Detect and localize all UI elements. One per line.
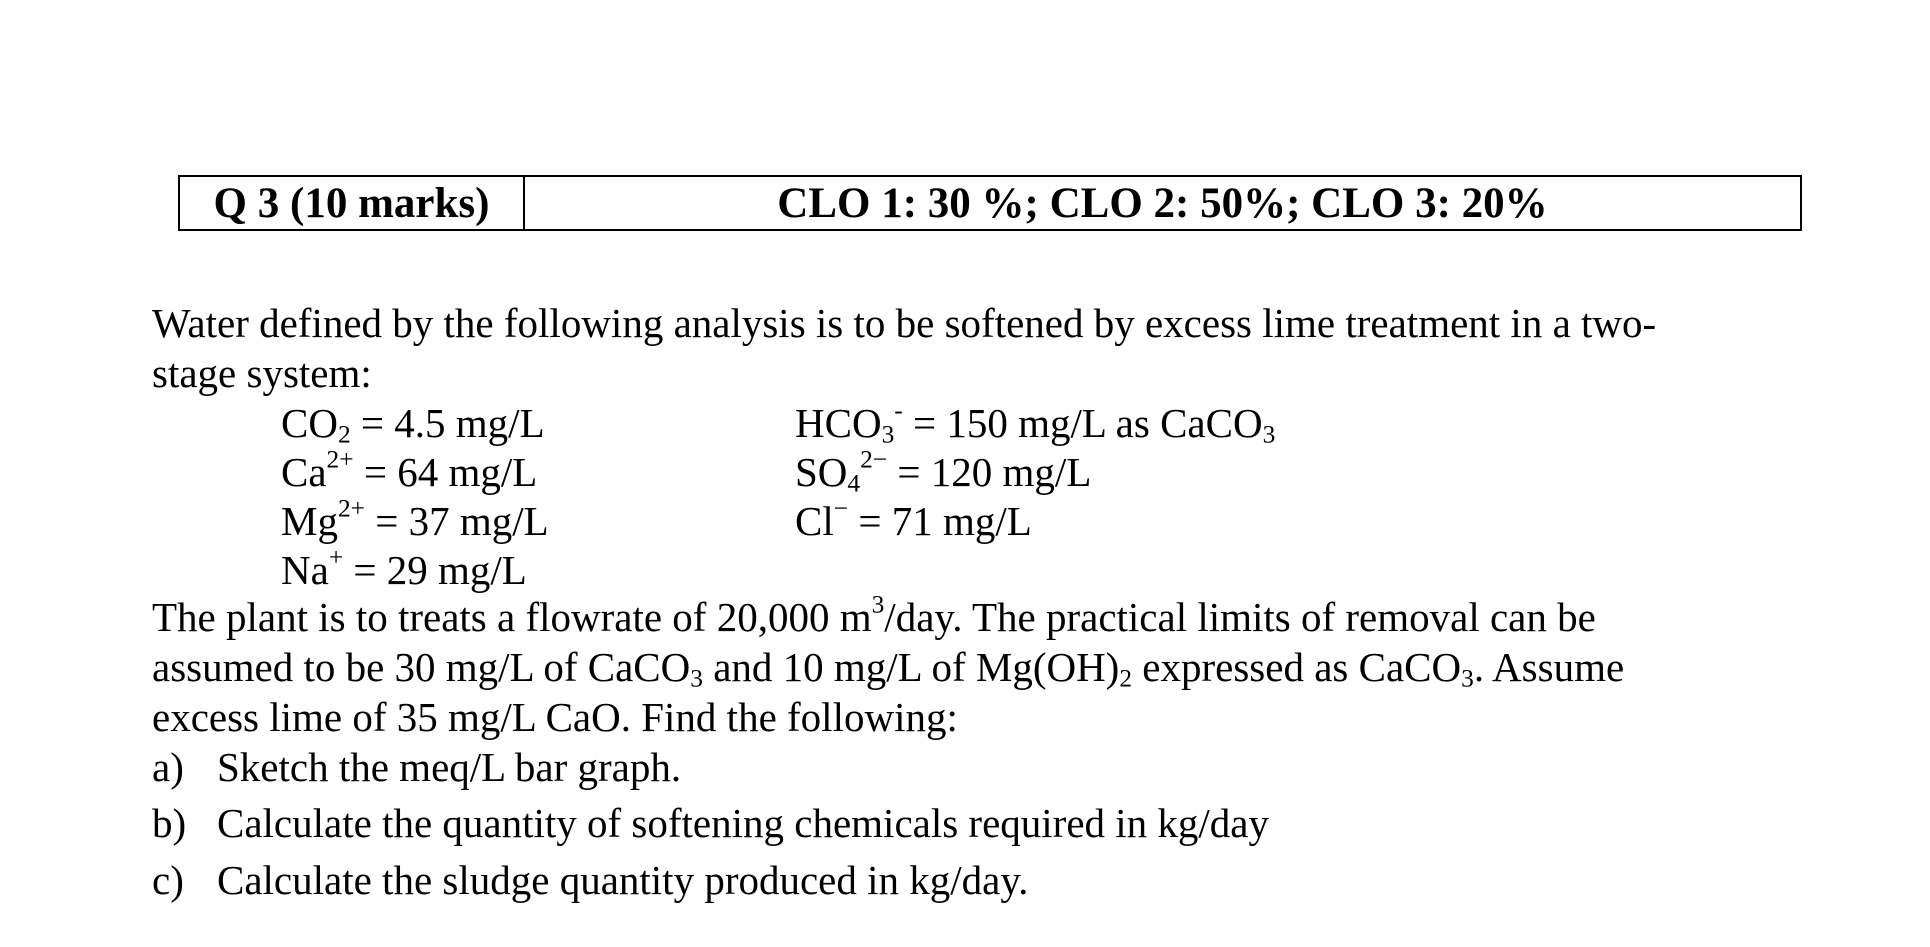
plant-paragraph <box>152 592 1624 742</box>
task-text: Sketch the meq/L bar graph. <box>217 744 682 790</box>
question-number-cell <box>180 177 525 229</box>
task-label: c) <box>152 857 184 903</box>
plant-line-2: assumed to be 30 mg/L of CaCO$_3$ and 10 mg/L of $Mg(OH)_2$ expressed as CaCO$_3$. Assume <box>152 644 1625 693</box>
intro-line-1: Water defined by the following analysis is to be softened by excess lime treatment in a two- <box>152 300 1657 346</box>
question-number: Q 3 (10 marks) <box>213 179 490 227</box>
analysis-cl: Cl− = 71 mg/L <box>795 494 1032 544</box>
plant-line-1: The plant is to treats a flowrate of 20,000 $m^3$/day. The practical limits of removal can be <box>152 590 1596 640</box>
task-label: a) <box>152 744 184 790</box>
analysis-co2: $CO_2 = 4.5$ mg/L <box>281 400 545 449</box>
task-text: Calculate the sludge quantity produced in kg/day. <box>217 857 1029 903</box>
clo-weighting-cell <box>525 177 1800 229</box>
question-header-table <box>178 175 1802 231</box>
task-item-a <box>152 742 681 792</box>
analysis-hco3: $HCO_3^- = 150$ mg/L as CaCO$_3$ <box>795 396 1276 449</box>
plant-line-3: excess lime of 35 mg/L CaO. Find the following: <box>152 694 958 740</box>
clo-weighting: CLO 1: 30 %; CLO 2: 50%; CLO 3: 20% <box>777 179 1548 227</box>
analysis-so4: $SO_4^{2-} = 120$ mg/L <box>795 445 1092 498</box>
analysis-ca: $Ca^{2+} = 64$ mg/L <box>281 445 538 495</box>
analysis-mg: $Mg^{2+} = 37$ mg/L <box>281 494 549 544</box>
intro-line-2: stage system: <box>152 350 372 396</box>
task-label: b) <box>152 800 187 846</box>
task-item-b <box>152 798 1269 848</box>
task-text: Calculate the quantity of softening chemicals required in kg/day <box>217 800 1270 846</box>
task-item-c <box>152 855 1028 905</box>
analysis-na: Na+ = 29 mg/L <box>281 543 527 593</box>
intro-paragraph <box>152 298 1656 398</box>
